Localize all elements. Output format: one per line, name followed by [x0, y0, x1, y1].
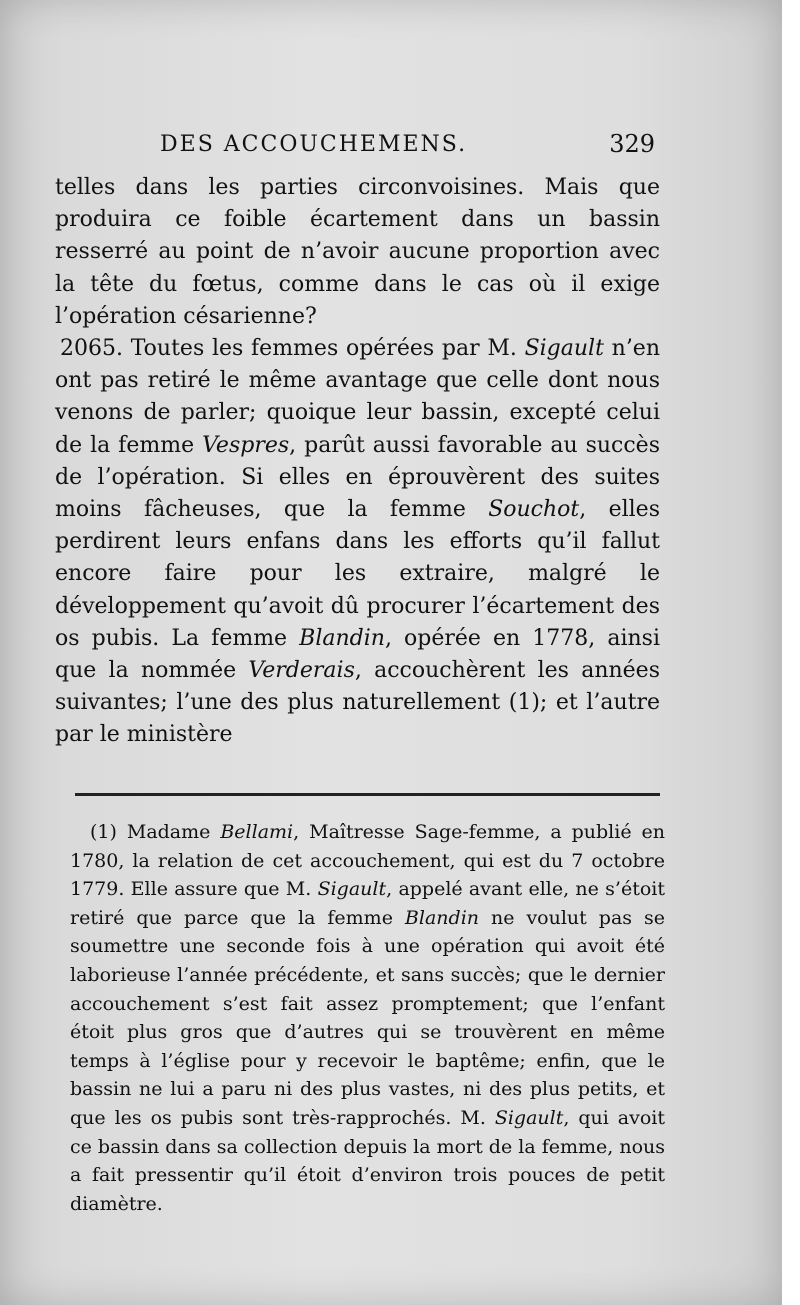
person-name: Sigault — [494, 1106, 564, 1129]
text-run: ne voulut pas se soumettre une seconde fois à une opération qui avoit été laborieuse l’année précédente, et sans succès; que le dernier accouchement s’est fait assez promptement; que l’enfant étoit plus gros que d’autres qui se trouvèrent en même temps à l’église pour y recevoir le baptême; enfin, que le bassin ne lui a paru ni des plus vastes, ni des plus petits, et que les os pubis sont très-rapprochés. M. — [70, 906, 665, 1129]
text-run: , accouchèrent les années suivantes; l’une des plus naturellement (1); et l’autre par le ministère — [55, 658, 660, 748]
footnote — [70, 818, 665, 1218]
text-run: , Maîtresse Sage-femme, a publié en 1780, la relation de cet accouchement, qui est du 7 octobre 1779. Elle assure que M. — [70, 821, 665, 901]
person-name: Souchot — [488, 497, 580, 523]
person-name: Sigault — [524, 336, 604, 362]
text-run: , opérée en 1778, ainsi que la nommée — [55, 625, 661, 684]
text-run: , qui avoit ce bassin dans sa collection depuis la mort de la femme, nous a fait pressentir qu’il étoit d’environ trois pouces de petit diamètre. — [70, 1106, 665, 1215]
person-name: Verderais — [248, 658, 355, 684]
person-name: Sigault — [317, 878, 387, 901]
text-run: 2065. Toutes les femmes opérées par M. — [60, 336, 525, 362]
text-run: , elles perdirent leurs enfans dans les efforts qu’il fallut encore faire pour les extraire, malgré le développement qu’avoit dû procurer l’écartement des os pubis. La femme — [55, 497, 660, 651]
text-run: , parût aussi favorable au succès de l’opération. Si elles en éprouvèrent des suites moins fâcheuses, que la femme — [55, 432, 660, 523]
running-head: DES ACCOUCHEMENS. — [160, 132, 468, 157]
person-name: Blandin — [404, 906, 480, 929]
page-number: 329 — [609, 130, 655, 158]
paragraph-continuation — [55, 172, 660, 333]
page-header — [160, 130, 655, 170]
footnote-rule — [75, 793, 660, 796]
paragraph-text: telles dans les parties circonvoisines. Mais que produira ce foible écartement dans un bassin resserré au point de n’avoir aucune proportion avec la tête du fœtus, comme dans le cas où il exige l’opération césarienne? — [55, 175, 660, 329]
text-run: n’en ont pas retiré le même avantage que celle dont nous venons de parler; quoique leur bassin, excepté celui de la femme — [55, 336, 660, 458]
person-name: Vespres — [202, 432, 290, 458]
main-text — [55, 172, 660, 752]
text-run: , appelé avant elle, ne s’étoit retiré que parce que la femme — [70, 878, 666, 929]
footnote-paragraph — [70, 818, 665, 1218]
paragraph-2065 — [55, 333, 660, 752]
person-name: Blandin — [299, 625, 385, 651]
person-name: Bellami — [220, 821, 294, 843]
text-run: (1) Madame — [90, 821, 221, 843]
